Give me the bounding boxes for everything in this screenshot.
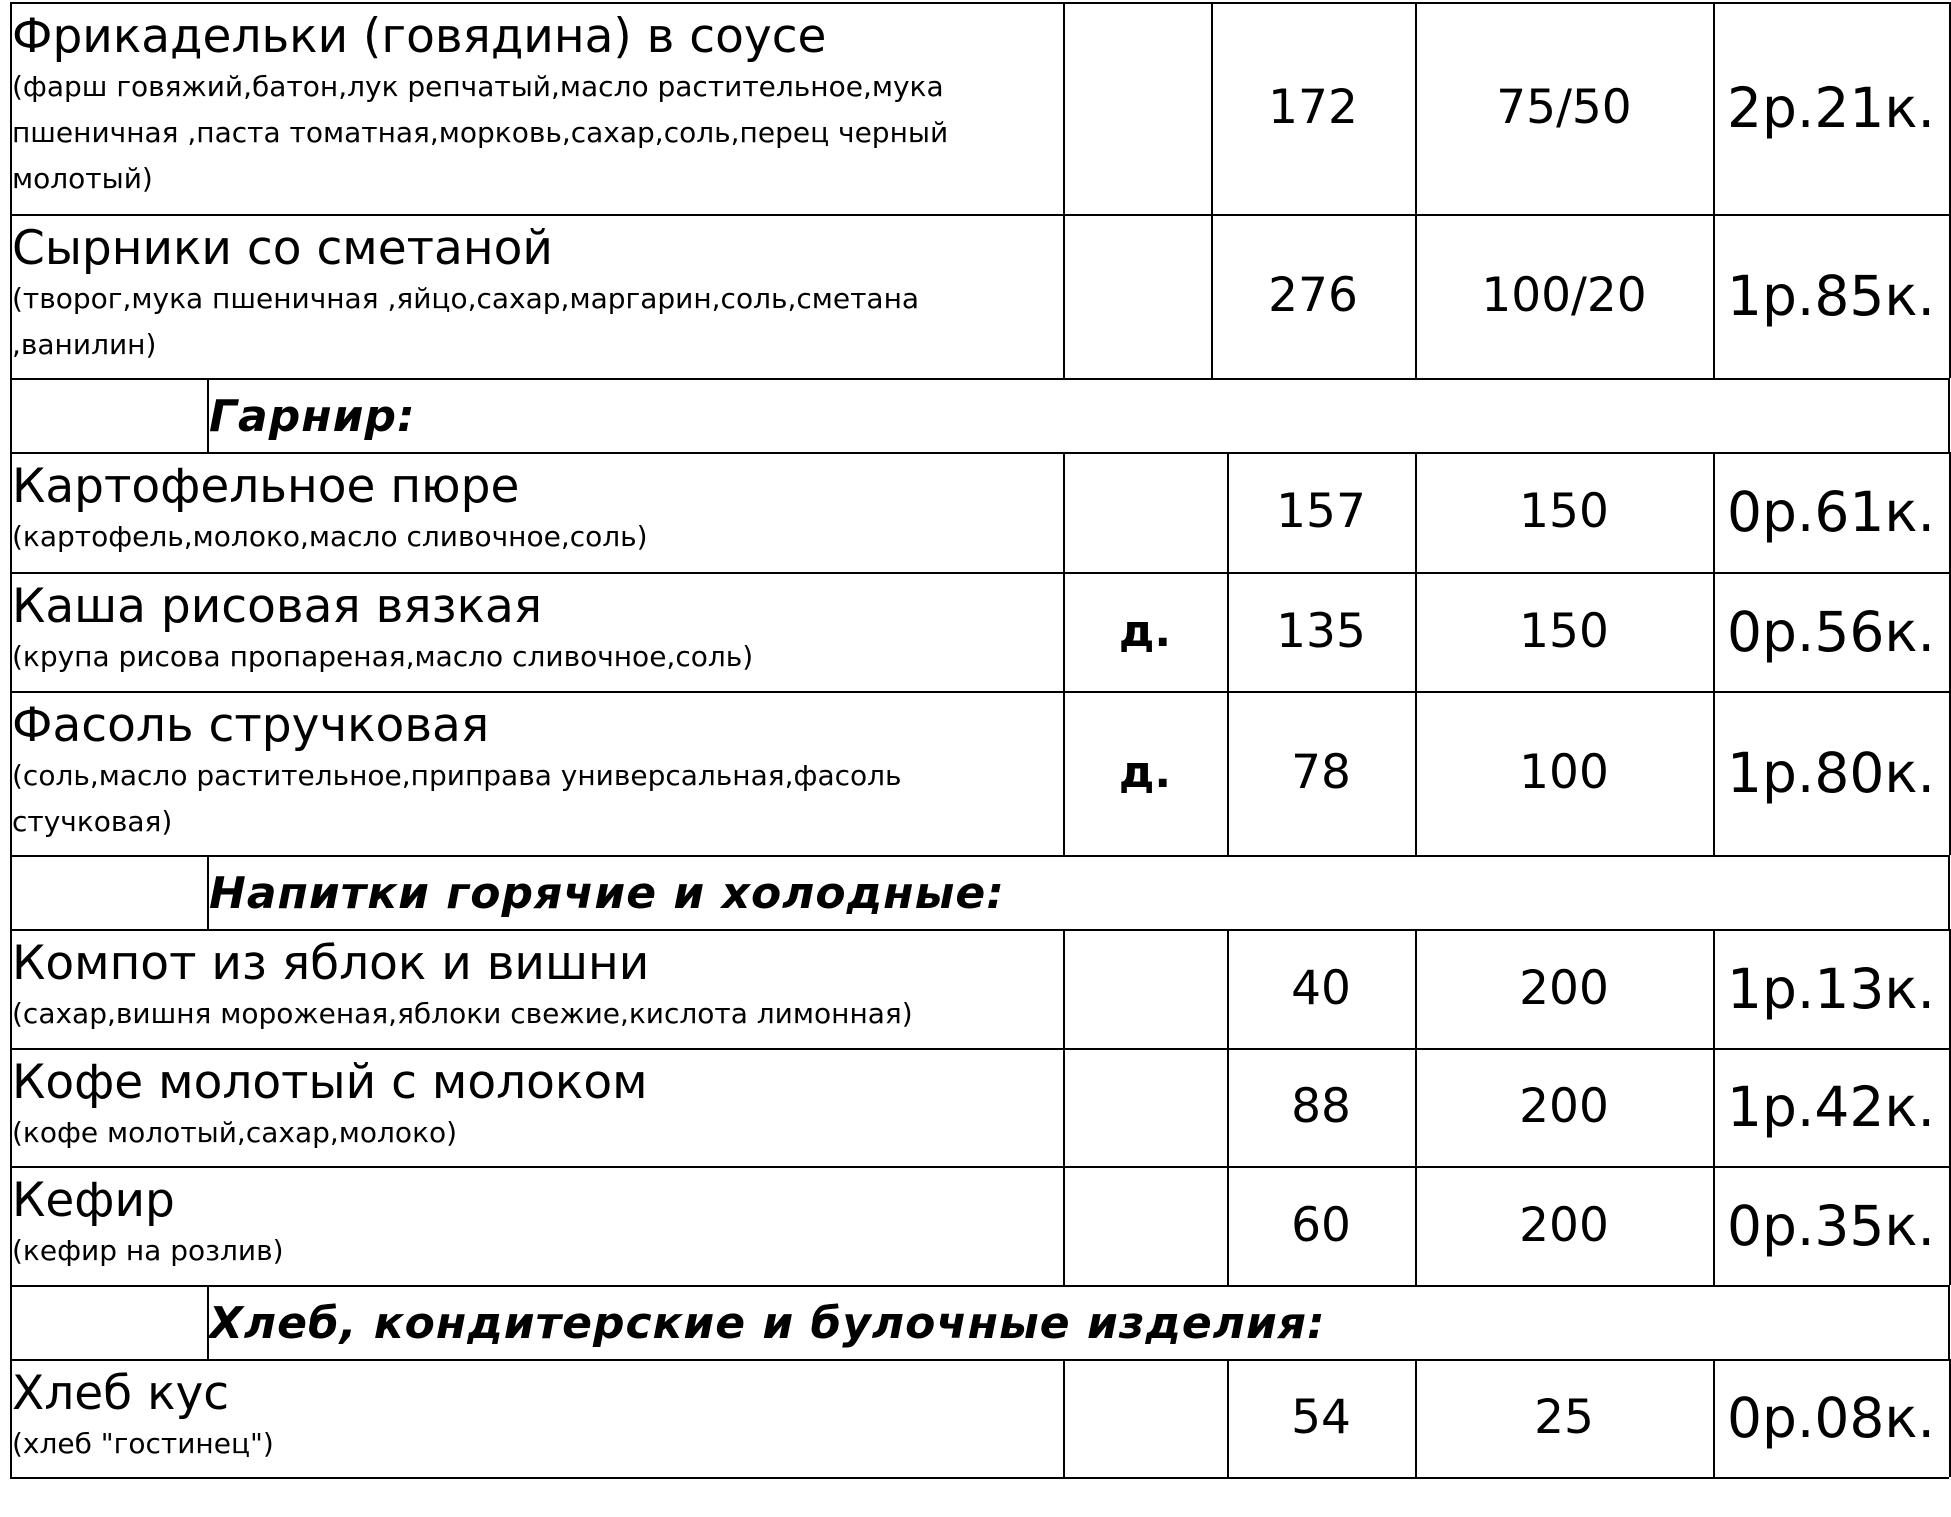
dish-ingredients: (крупа рисова пропареная,масло сливочное,соль): [12, 640, 754, 673]
table-border: [10, 2, 1949, 4]
diet-mark: д.: [1118, 747, 1172, 798]
price-value: 1р.13к.: [1726, 956, 1936, 1021]
table-border: [10, 214, 1949, 216]
calories-value: 88: [1291, 1079, 1351, 1134]
table-border: [10, 929, 1949, 931]
table-border: [1063, 2, 1065, 214]
price-value: 0р.56к.: [1726, 599, 1936, 664]
section-heading: Гарнир:: [209, 391, 416, 442]
calories-value: 40: [1291, 960, 1351, 1016]
calories-value: 157: [1276, 484, 1366, 539]
dish-ingredients: (творог,мука пшеничная ,яйцо,сахар,маргарин,соль,сметана ,ванилин): [12, 282, 920, 361]
weight-value: 200: [1519, 1197, 1609, 1253]
weight-value: 25: [1534, 1390, 1594, 1445]
dish-ingredients: (кефир на розлив): [12, 1234, 284, 1267]
weight-value: 100/20: [1481, 268, 1647, 323]
section-heading: Напитки горячие и холодные:: [209, 868, 1005, 919]
table-border: [1063, 929, 1065, 1048]
table-border: [10, 855, 12, 929]
table-border: [10, 1166, 1949, 1168]
table-border: [10, 855, 1949, 857]
dish-ingredients: (кофе молотый,сахар,молоко): [12, 1116, 458, 1149]
weight-value: 200: [1519, 1079, 1609, 1134]
dish-name: Каша рисовая вязкая: [12, 579, 543, 634]
table-border: [10, 452, 1949, 454]
table-border: [10, 1285, 1949, 1287]
weight-value: 150: [1519, 603, 1609, 659]
table-border: [10, 1285, 12, 1359]
weight-value: 150: [1519, 484, 1609, 539]
table-border: [1063, 1166, 1065, 1285]
dish-name: Фасоль стручковая: [12, 698, 490, 753]
table-border: [10, 1477, 1949, 1479]
dish-name: Кефир: [12, 1173, 175, 1228]
table-border: [1063, 1359, 1065, 1477]
dish-ingredients: (картофель,молоко,масло сливочное,соль): [12, 520, 648, 553]
calories-value: 60: [1291, 1197, 1351, 1253]
dish-name: Кофе молотый с молоком: [12, 1055, 648, 1110]
diet-mark: д.: [1118, 605, 1172, 657]
table-border: [1063, 1048, 1065, 1166]
calories-value: 135: [1276, 603, 1366, 659]
weight-value: 100: [1519, 745, 1609, 800]
dish-name: Картофельное пюре: [12, 459, 520, 514]
table-border: [10, 378, 12, 452]
weight-value: 75/50: [1496, 80, 1632, 135]
table-border: [10, 1048, 1949, 1050]
table-border: [10, 378, 1949, 380]
calories-value: 54: [1291, 1390, 1351, 1445]
dish-name: Сырники со сметаной: [12, 221, 553, 276]
dish-ingredients: (хлеб "гостинец"): [12, 1427, 274, 1460]
price-value: 0р.35к.: [1726, 1193, 1936, 1258]
dish-name: Хлеб кус: [12, 1366, 230, 1421]
price-value: 1р.85к.: [1726, 264, 1936, 328]
dish-ingredients: (фарш говяжий,батон,лук репчатый,масло растительное,мука пшеничная ,паста томатная,морковь,сахар,соль,перец черный молотый): [12, 70, 949, 195]
table-border: [1948, 378, 1950, 452]
dish-ingredients: (соль,масло растительное,приправа универсальная,фасоль стучковая): [12, 759, 902, 838]
price-value: 0р.08к.: [1726, 1386, 1936, 1450]
table-border: [10, 691, 1949, 693]
calories-value: 276: [1268, 268, 1358, 323]
table-border: [1063, 452, 1065, 572]
table-border: [10, 1359, 1949, 1361]
calories-value: 172: [1268, 80, 1358, 135]
calories-value: 78: [1291, 745, 1351, 800]
price-value: 1р.42к.: [1726, 1075, 1936, 1139]
price-value: 2р.21к.: [1726, 76, 1936, 140]
table-border: [1948, 1285, 1950, 1359]
dish-name: Фрикадельки (говядина) в соусе: [12, 9, 827, 64]
table-border: [10, 572, 1949, 574]
table-border: [1948, 855, 1950, 929]
dish-ingredients: (сахар,вишня мороженая,яблоки свежие,кислота лимонная): [12, 997, 913, 1030]
dish-name: Компот из яблок и вишни: [12, 936, 650, 991]
table-border: [1063, 214, 1065, 378]
price-value: 1р.80к.: [1726, 741, 1936, 805]
price-value: 0р.61к.: [1726, 480, 1936, 544]
section-heading: Хлеб, кондитерские и булочные изделия:: [209, 1298, 1326, 1349]
weight-value: 200: [1519, 960, 1609, 1016]
